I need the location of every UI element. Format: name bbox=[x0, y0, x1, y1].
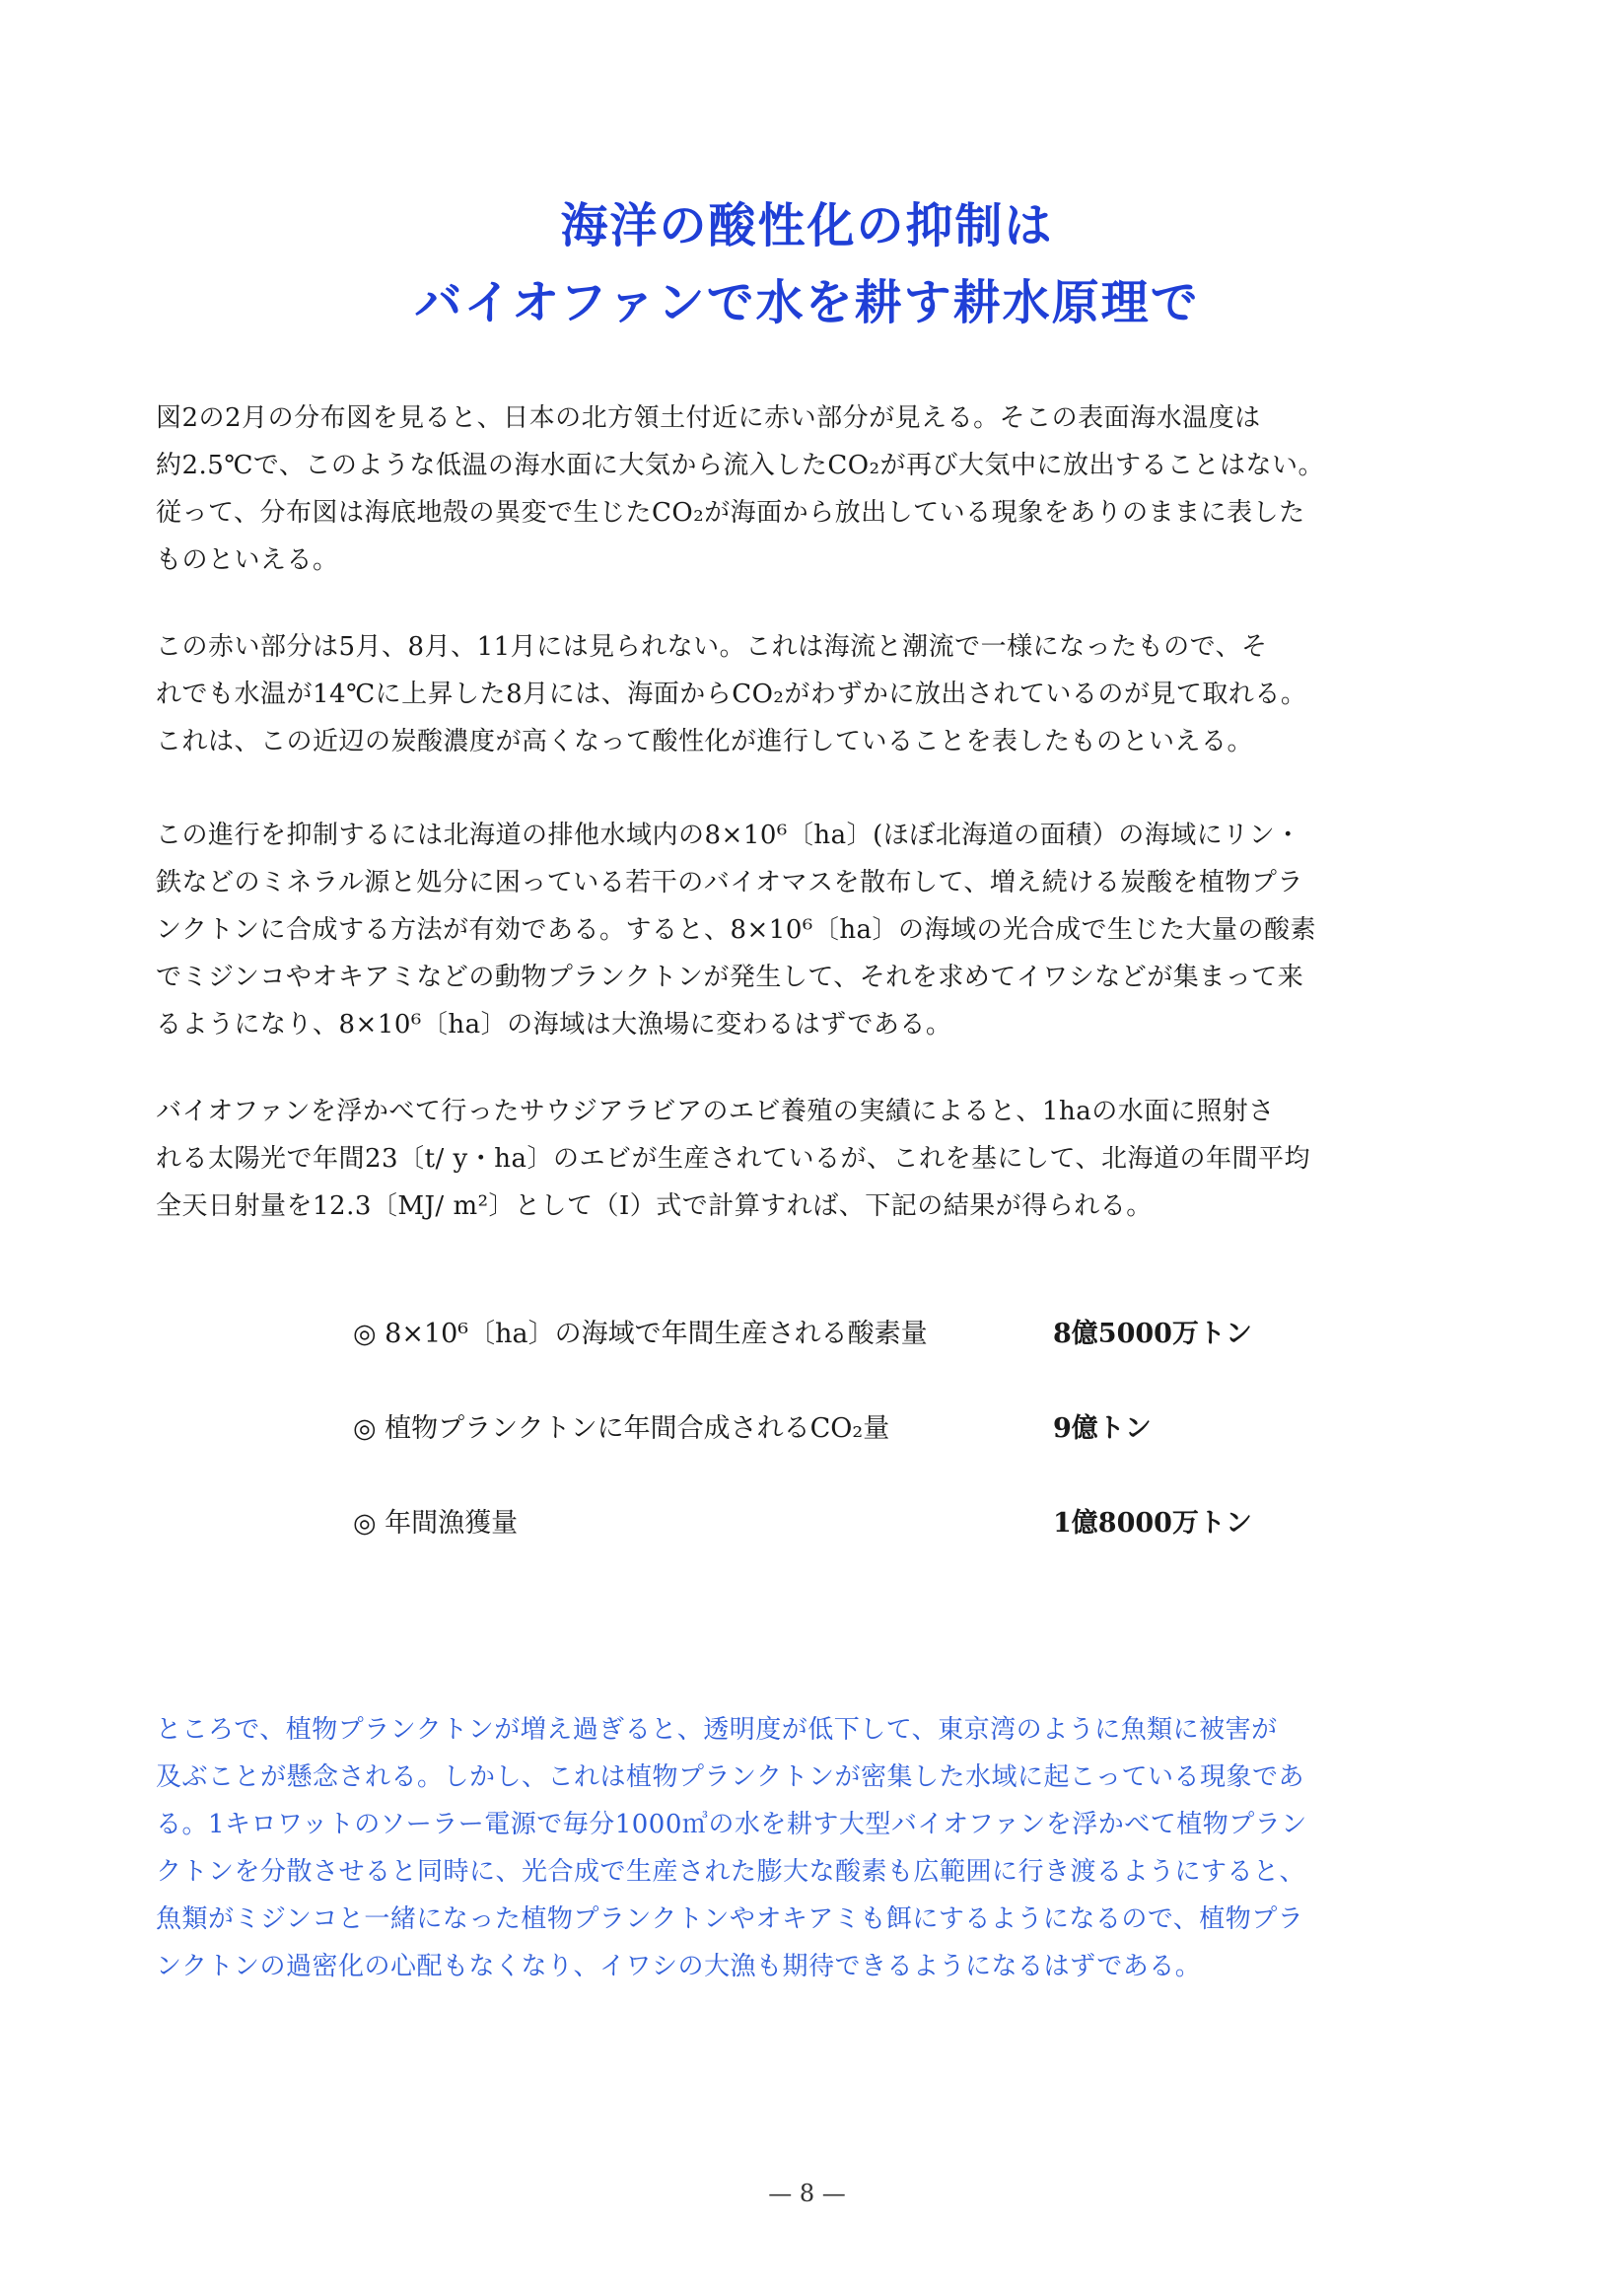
result-label: ◎ 植物プランクトンに年間合成されるCO₂量 bbox=[353, 1413, 890, 1444]
result-value: 9億トン bbox=[1053, 1413, 1152, 1444]
paragraph-line: バイオファンを浮かべて行ったサウジアラビアのエビ養殖の実績によると、1haの水面に照射さ bbox=[156, 1097, 1275, 1126]
paragraph-line: ものといえる。 bbox=[156, 545, 339, 575]
paragraph-line: ンクトンに合成する方法が有効である。すると、8×10⁶〔ha〕の海域の光合成で生じた大量の酸素 bbox=[156, 915, 1317, 945]
paragraph-red-area bbox=[156, 623, 1467, 765]
result-value: 8億5000万トン bbox=[1053, 1319, 1252, 1349]
results-list bbox=[353, 1312, 1339, 1596]
paragraph-line: 魚類がミジンコと一緒になった植物プランクトンやオキアミも餌にするようになるので、植物プラ bbox=[156, 1904, 1304, 1934]
paragraph-line: 鉄などのミネラル源と処分に困っている若干のバイオマスを散布して、増え続ける炭酸を植物プラ bbox=[156, 868, 1303, 897]
paragraph-shrimp-farming bbox=[156, 1088, 1467, 1230]
result-row-oxygen bbox=[353, 1312, 1339, 1406]
paragraph-line: この赤い部分は5月、8月、11月には見られない。これは海流と潮流で一様になったもので、そ bbox=[156, 632, 1268, 662]
paragraph-plankton-overgrowth bbox=[156, 1706, 1467, 1990]
paragraph-line: る。1キロワットのソーラー電源で毎分1000㎥の水を耕す大型バイオファンを浮かべて植物プラン bbox=[156, 1810, 1307, 1839]
paragraph-line: でミジンコやオキアミなどの動物プランクトンが発生して、それを求めてイワシなどが集まって来 bbox=[156, 963, 1304, 992]
result-label: ◎ 8×10⁶〔ha〕の海域で年間生産される酸素量 bbox=[353, 1319, 928, 1349]
paragraph-line: ンクトンの過密化の心配もなくなり、イワシの大漁も期待できるようになるはずである。 bbox=[156, 1952, 1202, 1981]
result-label: ◎ 年間漁獲量 bbox=[353, 1508, 519, 1539]
paragraph-line: ところで、植物プランクトンが増え過ぎると、透明度が低下して、東京湾のように魚類に被害が bbox=[156, 1715, 1278, 1745]
page-title-line-2: バイオファンで水を耕す耕水原理で bbox=[414, 275, 1200, 330]
paragraph-line: 約2.5℃で、このような低温の海水面に大気から流入したCO₂が再び大気中に放出することはない。 bbox=[156, 451, 1325, 480]
result-row-catch bbox=[353, 1501, 1339, 1596]
result-row-co2 bbox=[353, 1406, 1339, 1501]
result-value: 1億8000万トン bbox=[1053, 1508, 1252, 1539]
paragraph-line: クトンを分散させると同時に、光合成で生産された膨大な酸素も広範囲に行き渡るようにすると、 bbox=[156, 1857, 1306, 1887]
paragraph-line: 及ぶことが懸念される。しかし、これは植物プランクトンが密集した水域に起こっている現象であ bbox=[156, 1762, 1304, 1792]
page-number: — 8 — bbox=[768, 2180, 846, 2207]
paragraph-line: 図2の2月の分布図を見ると、日本の北方領土付近に赤い部分が見える。そこの表面海水温度は bbox=[156, 403, 1261, 433]
paragraph-suppression-method bbox=[156, 812, 1467, 1048]
page-title-line-1: 海洋の酸性化の抑制は bbox=[560, 198, 1054, 253]
paragraph-line: れる太陽光で年間23〔t/ y・ha〕のエビが生産されているが、これを基にして、北海道の年間平均 bbox=[156, 1144, 1310, 1174]
paragraph-line: 従って、分布図は海底地殻の異変で生じたCO₂が海面から放出している現象をありのままに表した bbox=[156, 498, 1305, 528]
paragraph-line: この進行を抑制するには北海道の排他水域内の8×10⁶〔ha〕(ほぼ北海道の面積）の海域にリン・ bbox=[156, 821, 1301, 850]
paragraph-distribution-map bbox=[156, 395, 1467, 584]
paragraph-line: これは、この近辺の炭酸濃度が高くなって酸性化が進行していることを表したものといえる。 bbox=[156, 727, 1254, 756]
paragraph-line: るようになり、8×10⁶〔ha〕の海域は大漁場に変わるはずである。 bbox=[156, 1010, 952, 1040]
paragraph-line: 全天日射量を12.3〔MJ/ m²〕として（Ⅰ）式で計算すれば、下記の結果が得られる。 bbox=[156, 1191, 1153, 1221]
paragraph-line: れでも水温が14℃に上昇した8月には、海面からCO₂がわずかに放出されているのが見て取れる。 bbox=[156, 680, 1307, 709]
